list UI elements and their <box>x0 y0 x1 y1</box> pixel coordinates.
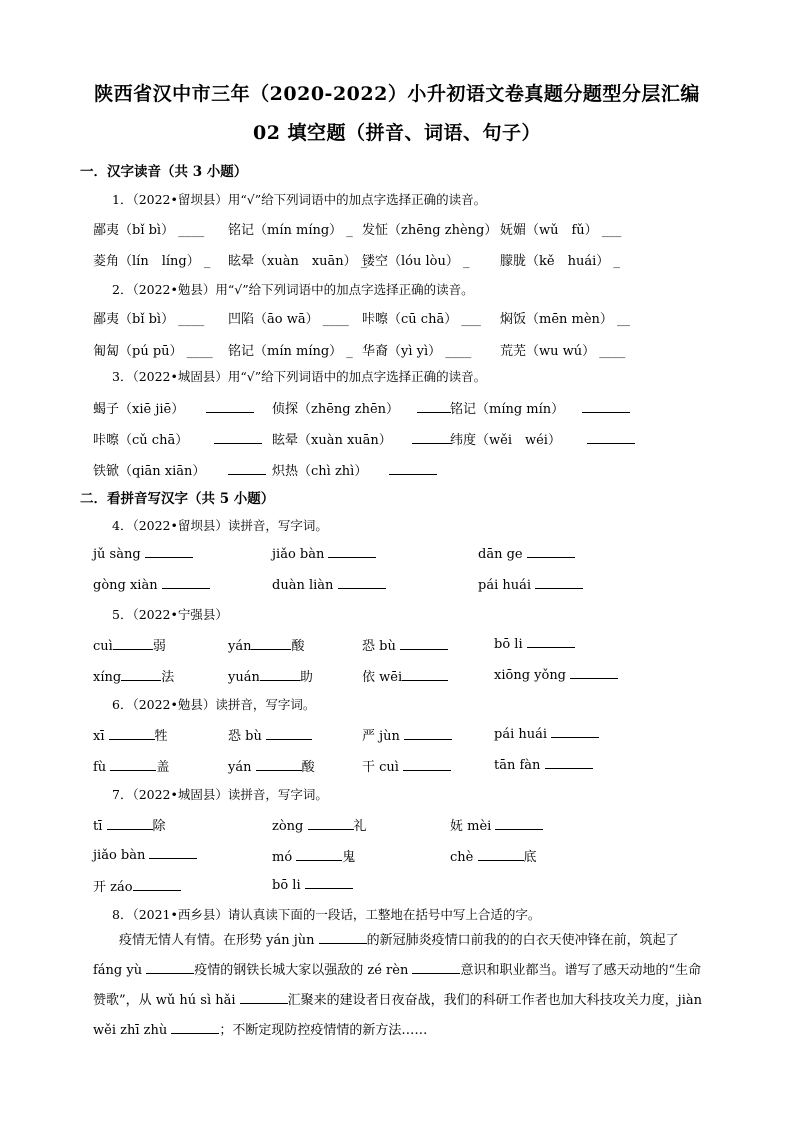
q1-item: 鄙夷（bǐ bì） ____ <box>93 223 205 238</box>
q1-item: 眩晕（xuàn xuān） _ <box>228 254 368 269</box>
q5-item: 恐 bù <box>362 635 448 654</box>
q1-item: 朦胧（kě huái） _ <box>500 254 620 269</box>
q2-item: 焖饭（mēn mèn） __ <box>500 312 631 327</box>
q3-item: 咔嚓（cǔ chā） <box>93 429 262 448</box>
q6-item: xī 牲 <box>93 729 168 744</box>
q5-item: yuán 助 <box>228 670 313 685</box>
q6-item: 严 jùn <box>362 725 452 744</box>
q6-item: fù 盖 <box>93 760 170 775</box>
q2-item: 凹陷（āo wā） ____ <box>228 312 349 327</box>
q4-item: jiǎo bàn <box>272 545 376 562</box>
q3-item: 纬度（wěi wéi） <box>450 429 635 448</box>
q5-item: cuì 弱 <box>93 639 166 654</box>
q8-paragraph: 疫情无情人有情。在形势 yán jùn 的新冠肺炎疫情口前我的的白衣天使冲锋在前，筑起了 fáng yù 疫情的钢铁长城大家以强敌的 zé rèn 意识和职业都当。谱写了感天动地的“生命 赞歌”，从 wǔ hú sì hǎi 汇聚来的建设者日夜奋战，我们的科研工作者也加大科技攻关力度，jiàn wěi zhī zhù ；不断定现防控疫情情的新方法…… <box>93 933 702 1038</box>
q4-item: dān ge <box>478 545 575 562</box>
q6-item: yán 酸 <box>228 760 315 775</box>
q4-item: gòng xiàn <box>93 576 210 593</box>
q7-item: bō li <box>272 876 353 893</box>
q7-item: chè 底 <box>450 850 537 865</box>
q7-item: tī 除 <box>93 819 166 834</box>
question-1: 1．（2022•留坝县）用“√”给下列词语中的加点字选择正确的读音。 <box>112 192 487 207</box>
question-8: 8．（2021•西乡县）请认真读下面的一段话，工整地在括号中写上合适的字。 <box>112 907 541 922</box>
q2-item: 荒芜（wu wú） ____ <box>500 344 626 359</box>
section-heading-2: 二．看拼音写汉字（共 5 小题） <box>80 491 275 507</box>
q3-item: 铭记（míng mín） <box>450 398 630 417</box>
q7-item: mó 鬼 <box>272 850 356 865</box>
question-3: 3．（2022•城固县）用“√”给下列词语中的加点字选择正确的读音。 <box>112 369 487 384</box>
q6-item: tān fàn <box>494 756 593 773</box>
question-2: 2．（2022•勉县）用“√”给下列词语中的加点字选择正确的读音。 <box>112 282 474 297</box>
question-6: 6．（2022•勉县）读拼音，写字词。 <box>112 697 316 712</box>
q1-item: 铭记（mín míng） _ <box>228 223 353 238</box>
q4-item: jǔ sàng <box>93 545 193 562</box>
question-4: 4．（2022•留坝县）读拼音，写字词。 <box>112 518 328 533</box>
question-7: 7．（2022•城固县）读拼音，写字词。 <box>112 787 328 802</box>
q2-item: 匍匐（pú pū） ____ <box>93 344 213 359</box>
q1-item: 镂空（lóu lòu） _ <box>362 254 470 269</box>
question-5: 5．（2022•宁强县） <box>112 607 228 622</box>
q7-item: 开 záo <box>93 876 181 895</box>
q1-item: 菱角（lín líng） _ <box>93 254 211 269</box>
q2-item: 铭记（mín míng） _ <box>228 344 353 359</box>
section-heading-1: 一．汉字读音（共 3 小题） <box>80 164 248 180</box>
q4-item: duàn liàn <box>272 576 386 593</box>
q3-item: 炽热（chì zhì） <box>272 460 437 479</box>
q3-item: 眩晕（xuàn xuān） <box>272 429 452 448</box>
q5-item: xíng 法 <box>93 670 175 685</box>
q6-item: pái huái <box>494 725 599 742</box>
page-subtitle: 02 填空题（拼音、词语、句子） <box>252 122 542 144</box>
q5-item: 依 wēi <box>362 666 448 685</box>
q5-item: xiōng yǒng <box>494 666 618 683</box>
q2-item: 鄙夷（bǐ bì） ____ <box>93 312 205 327</box>
q5-item: bō li <box>494 635 575 652</box>
q2-item: 华裔（yì yì） ____ <box>362 344 472 359</box>
page-title: 陕西省汉中市三年（2020-2022）小升初语文卷真题分题型分层汇编 <box>94 83 700 105</box>
q2-item: 咔嚓（cū chā） ___ <box>362 312 481 327</box>
q7-item: zòng 礼 <box>272 819 367 834</box>
q5-item: yán 酸 <box>228 639 305 654</box>
q4-item: pái huái <box>478 576 583 593</box>
q7-item: jiǎo bàn <box>93 846 197 863</box>
q3-item: 蝎子（xiē jiē） <box>93 398 254 417</box>
q1-item: 发怔（zhēng zhèng） <box>362 223 498 238</box>
q6-item: 恐 bù <box>228 725 312 744</box>
q3-item: 铁锨（qiān xiān） <box>93 460 266 479</box>
q7-item: 妩 mèi <box>450 815 543 834</box>
q6-item: 干 cuì <box>362 756 451 775</box>
q3-item: 侦探（zhēng zhēn） <box>272 398 451 417</box>
q1-item: 妩媚（wǔ fǔ） ___ <box>500 223 622 238</box>
